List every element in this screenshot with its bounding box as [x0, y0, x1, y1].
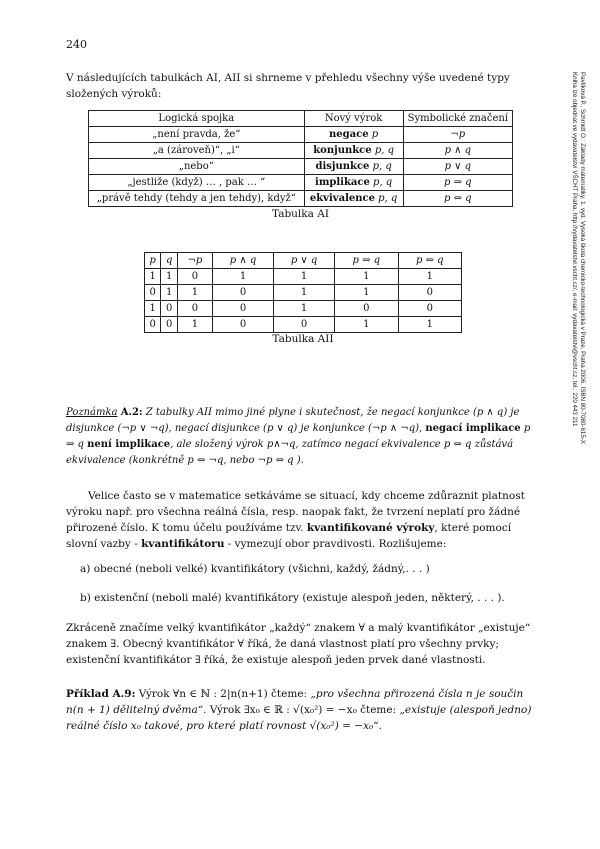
truth-cell: 1 [145, 269, 161, 285]
table-aii-header-cell: p [145, 253, 161, 269]
truth-cell: 1 [212, 269, 273, 285]
vyrok-vars: p, q [369, 177, 393, 188]
citation-line: Kniha lze objednat ve vydavatelství VŠCHT Praha, http://vydavatelstvi.vscht.cz/, e-mail: vydavatelstvi@vscht.cz, tel.: 220 443 211 [571, 72, 579, 427]
truth-cell: 0 [398, 285, 461, 301]
truth-cell: 1 [177, 317, 212, 333]
vyrok-cell [304, 143, 403, 159]
truth-cell: 0 [177, 269, 212, 285]
truth-cell: 1 [274, 285, 335, 301]
note-text: Z tabulky AII mimo jiné plyne i skutečnost, že negací konjunkce (p ∧ q) je disjunkce (¬p ∨ ¬q), negací disjunkce (p ∨ q) je konjunkce (¬p ∧ ¬q), [66, 407, 520, 434]
truth-cell: 1 [398, 269, 461, 285]
spojka-cell: „není pravda, že“ [89, 127, 305, 143]
note-text: , ale složený výrok p∧¬q, zatímco negací ekvivalence p ⇔ q zůstává ekvivalence (konkrétně p ⇔ ¬q, nebo ¬p ⇔ q ). [66, 439, 514, 466]
table-ai-caption: Tabulka AI [272, 208, 329, 220]
table-aii [144, 252, 462, 333]
truth-cell: 0 [398, 301, 461, 317]
vyrok-bold: negace [329, 129, 369, 140]
note-paragraph [66, 405, 538, 469]
truth-cell: 0 [161, 301, 177, 317]
example-text: . Výrok ∃x₀ ∈ ℝ : √(x₀²) = −x₀ čteme: [203, 704, 400, 716]
truth-cell: 0 [212, 301, 273, 317]
symbol-cell [403, 191, 512, 207]
truth-cell: 0 [274, 317, 335, 333]
table-row [145, 317, 462, 333]
vyrok-vars: p, q [374, 193, 398, 204]
truth-cell: 0 [145, 285, 161, 301]
truth-cell: 0 [212, 285, 273, 301]
note-label: Poznámka [66, 407, 118, 418]
truth-cell: 0 [212, 317, 273, 333]
table-row [89, 175, 513, 191]
truth-cell: 0 [177, 301, 212, 317]
truth-cell: 1 [145, 301, 161, 317]
example-reading: „existuje (alespoň jedno) reálné číslo x₀ takové, pro které platí rovnost √(x₀²) = −x₀“ [66, 704, 532, 732]
note-bold-text: negací implikace [425, 423, 521, 434]
vyrok-vars: p [368, 129, 379, 140]
list-item-b: b) existenční (neboli malé) kvantifikátory (existuje alespoň jeden, některý, . . . ). [80, 592, 505, 604]
vyrok-cell [304, 127, 403, 143]
spojka-cell: „právě tehdy (tehdy a jen tehdy), když“ [89, 191, 305, 207]
symbol-cell [403, 175, 512, 191]
symbol-cell [403, 127, 512, 143]
table-ai-header-row [89, 111, 513, 127]
side-citation-text [571, 72, 586, 444]
quantifier-notation-paragraph: Zkráceně značíme velký kvantifikátor „každý“ znakem ∀ a malý kvantifikátor „existuje“ znakem ∃. Obecný kvantifikátor ∀ říká, že daná vlastnost platí pro všechny prvky; existenční kvantifikátor ∃ říká, že existuje alespoň jeden prvek dané vlastnosti. [66, 622, 531, 666]
symbol-cell [403, 143, 512, 159]
symbol-text: p ∧ q [444, 145, 472, 156]
term-bold: kvantifikátoru [141, 538, 225, 550]
table-row [89, 127, 513, 143]
truth-cell: 1 [274, 269, 335, 285]
paragraph-text: Velice často se v matematice setkáváme se situací, kdy chceme zdůraznit platnost výroku např. pro všechna reálná čísla, resp. naopak fakt, že tvrzení neplatí pro žádné přirozené číslo. K tomu účelu používáme tzv. [66, 490, 525, 534]
table-row [89, 159, 513, 175]
truth-cell: 1 [177, 285, 212, 301]
paragraph-text: , které pomocí slovní vazby - [66, 522, 512, 550]
vyrok-vars: p, q [371, 145, 394, 156]
vyrok-cell [304, 191, 403, 207]
table-row [89, 143, 513, 159]
example-label: Příklad A.9: [66, 688, 136, 700]
table-ai [88, 110, 513, 207]
truth-cell: 1 [335, 285, 398, 301]
truth-cell: 1 [274, 301, 335, 317]
vyrok-vars: p, q [369, 161, 392, 172]
table-row [89, 191, 513, 207]
truth-cell: 1 [398, 317, 461, 333]
table-row [145, 269, 462, 285]
table-ai-header-cell: Nový výrok [304, 111, 403, 127]
spojka-cell: „jestliže (když) … , pak … “ [89, 175, 305, 191]
example-text: Výrok ∀n ∈ ℕ : 2|n(n+1) čteme: [135, 688, 311, 700]
truth-cell: 1 [335, 269, 398, 285]
truth-cell: 1 [161, 285, 177, 301]
vyrok-bold: implikace [315, 177, 370, 188]
table-aii-header-row [145, 253, 462, 269]
vyrok-bold: konjunkce [313, 145, 372, 156]
note-bold-text: není implikace [87, 439, 171, 450]
quantifier-paragraph [66, 488, 538, 552]
truth-cell: 0 [145, 317, 161, 333]
intro-paragraph: V následujících tabulkách AI, AII si shrneme v přehledu všechny výše uvedené typy složených výroků: [66, 72, 510, 100]
truth-cell: 0 [161, 317, 177, 333]
note-number: A.2: [120, 407, 143, 418]
paragraph-text: - vymezují obor pravdivosti. Rozlišujeme: [224, 538, 447, 550]
truth-cell: 1 [335, 317, 398, 333]
table-ai-header-cell: Symbolické značení [403, 111, 512, 127]
symbol-text: ¬p [450, 129, 466, 140]
spojka-cell: „nebo“ [89, 159, 305, 175]
example-text: . [378, 720, 382, 732]
table-aii-header-cell: p ⇒ q [335, 253, 398, 269]
vyrok-cell [304, 159, 403, 175]
truth-cell: 0 [335, 301, 398, 317]
table-row [145, 285, 462, 301]
vyrok-bold: disjunkce [315, 161, 370, 172]
table-ai-header-cell: Logická spojka [89, 111, 305, 127]
example-reading: „pro všechna přirozená čísla n je součin n(n + 1) dělitelný dvěma“ [66, 688, 524, 716]
symbol-text: p ∨ q [444, 161, 472, 172]
page-number: 240 [66, 38, 87, 51]
citation-line: Pavlíková P., Schmidt O.: Základy matematiky, 1. vyd. Vysoká škola chemicko-technologická v Praze, Praha 2006. ISBN 80-7080-615-X [579, 72, 586, 444]
side-citation [571, 72, 586, 632]
truth-cell: 1 [161, 269, 177, 285]
example-paragraph [66, 686, 538, 734]
table-row [145, 301, 462, 317]
table-aii-header-cell: ¬p [177, 253, 212, 269]
vyrok-cell [304, 175, 403, 191]
table-aii-header-cell: p ∨ q [274, 253, 335, 269]
table-aii-header-cell: p ∧ q [212, 253, 273, 269]
table-aii-header-cell: p ⇔ q [398, 253, 461, 269]
spojka-cell: „a (zároveň)“, „i“ [89, 143, 305, 159]
symbol-text: p ⇒ q [444, 177, 472, 188]
term-bold: kvantifikované výroky [306, 522, 435, 534]
table-aii-caption: Tabulka AII [272, 333, 334, 345]
symbol-text: p ⇔ q [444, 193, 472, 204]
list-item-a: a) obecné (neboli velké) kvantifikátory (všichni, každý, žádný,. . . ) [80, 563, 430, 575]
symbol-cell [403, 159, 512, 175]
table-aii-header-cell: q [161, 253, 177, 269]
note-text: p ⇒ q [66, 423, 531, 450]
vyrok-bold: ekvivalence [309, 193, 375, 204]
